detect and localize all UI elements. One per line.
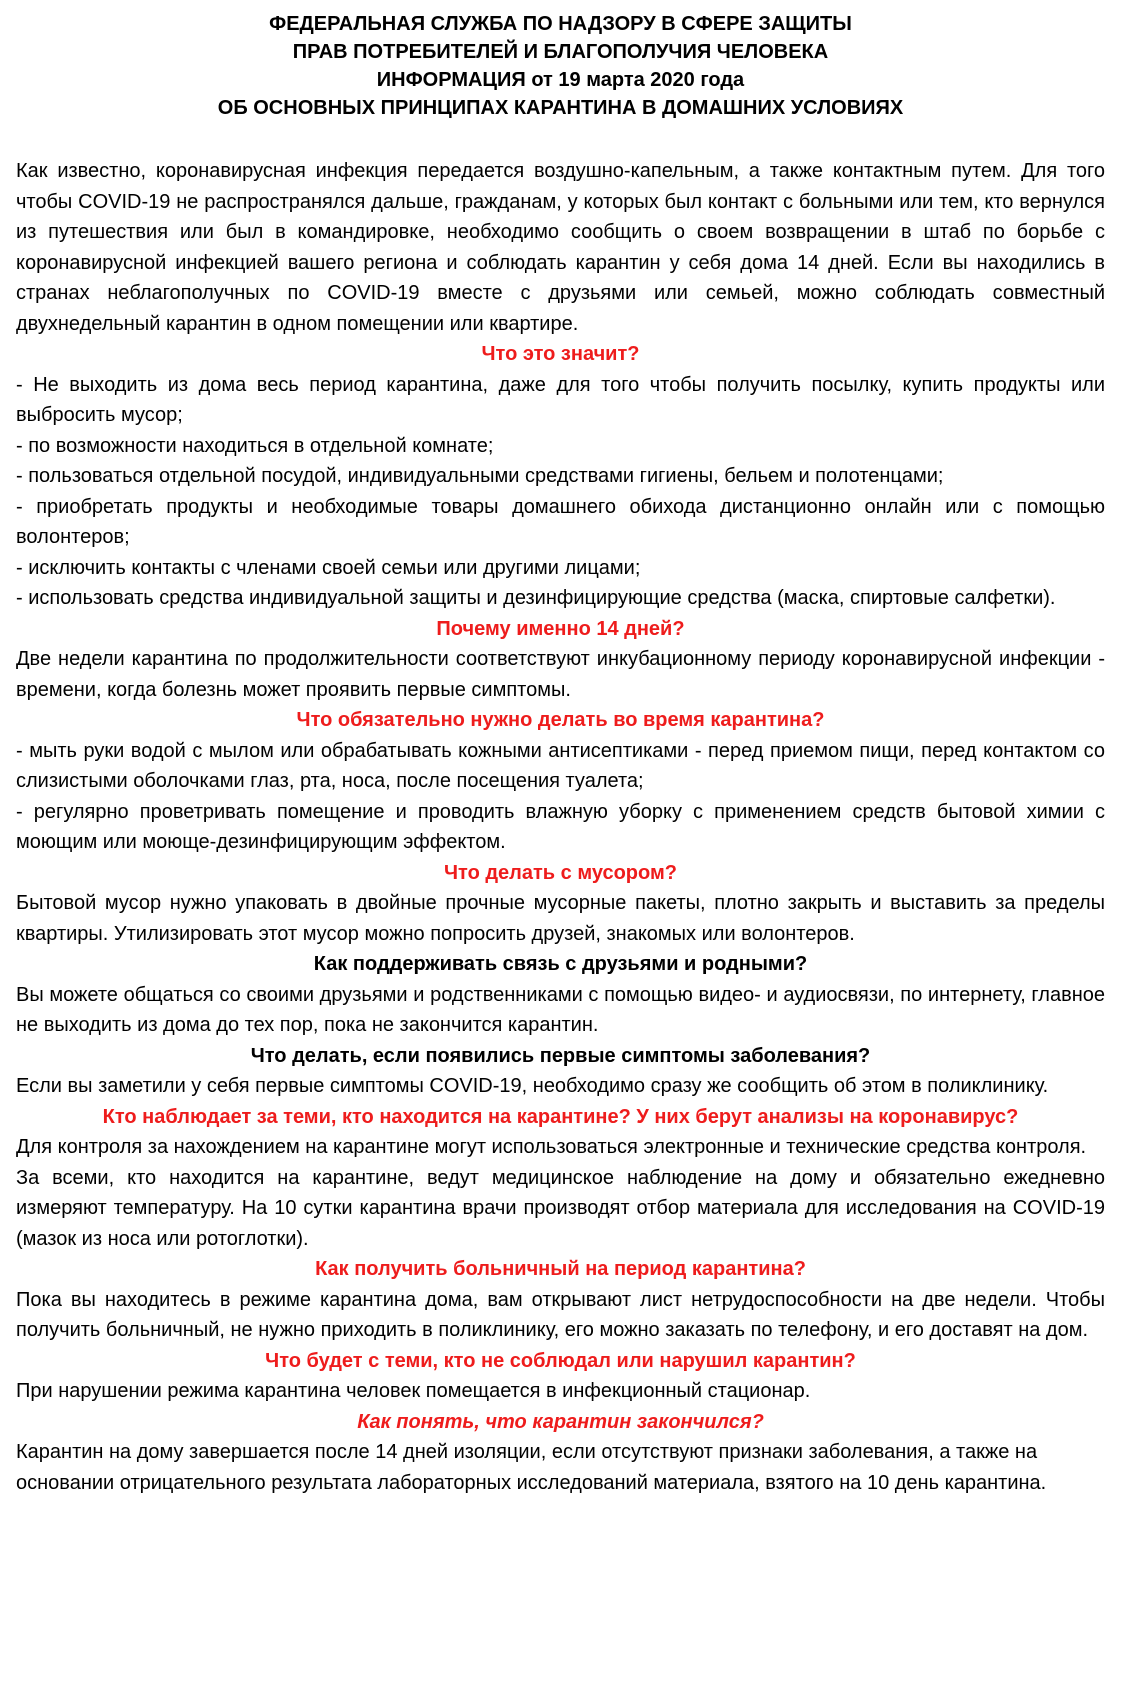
body-paragraph: - пользоваться отдельной посудой, индивидуальными средствами гигиены, бельем и полотенцами; <box>16 465 944 487</box>
body-paragraph: Пока вы находитесь в режиме карантина дома, вам открывают лист нетрудоспособности на две недели. Чтобы получить больничный, не нужно приходить в поликлинику, его можно заказать по телефону, и его доставят на дом. <box>16 1288 1105 1341</box>
document-body <box>16 156 1105 1498</box>
body-paragraph: Для контроля за нахождением на карантине могут использоваться электронные и технические средства контроля. <box>16 1136 1087 1158</box>
body-paragraph: Как известно, коронавирусная инфекция передается воздушно-капельным, а также контактным путем. Для того чтобы COVID-19 не распространялся дальше, гражданам, у которых был контакт с больными или тем, кто вернулся из путешествия или был в командировке, необходимо сообщить о своем возвращении в штаб по борьбе с коронавирусной инфекцией вашего региона и соблюдать карантин у себя дома 14 дней. Если вы находились в странах неблагополучных по COVID-19 вместе с друзьями или семьей, можно соблюдать совместный двухнедельный карантин в одном помещении или квартире. <box>16 160 1105 335</box>
body-paragraph: - использовать средства индивидуальной защиты и дезинфицирующие средства (маска, спиртовые салфетки). <box>16 587 1056 609</box>
body-paragraph: Карантин на дому завершается после 14 дней изоляции, если отсутствуют признаки заболевания, а также на основании отрицательного результата лабораторных исследований материала, взятого на 10 день карантина. <box>16 1441 1047 1494</box>
body-paragraph: Бытовой мусор нужно упаковать в двойные прочные мусорные пакеты, плотно закрыть и выставить за пределы квартиры. Утилизировать этот мусор можно попросить друзей, знакомых или волонтеров. <box>16 892 1105 945</box>
body-paragraph: Если вы заметили у себя первые симптомы COVID-19, необходимо сразу же сообщить об этом в поликлинику. <box>16 1075 1049 1097</box>
body-paragraph: Вы можете общаться со своими друзьями и родственниками с помощью видео- и аудиосвязи, по интернету, главное не выходить из дома до тех пор, пока не закончится карантин. <box>16 983 1105 1036</box>
body-paragraph: За всеми, кто находится на карантине, ведут медицинское наблюдение на дому и обязательно ежедневно измеряют температуру. На 10 сутки карантина врачи производят отбор материала для исследования на COVID-19 (мазок из носа или ротоглотки). <box>16 1166 1105 1250</box>
section-heading: Как поддерживать связь с друзьями и родными? <box>313 953 808 975</box>
section-heading: Что делать, если появились первые симптомы заболевания? <box>250 1044 871 1067</box>
body-paragraph: - регулярно проветривать помещение и проводить влажную уборку с применением средств бытовой химии с моющим или моюще-дезинфицирующим эффектом. <box>16 800 1105 853</box>
body-paragraph: - приобретать продукты и необходимые товары домашнего обихода дистанционно онлайн или с помощью волонтеров; <box>16 495 1105 548</box>
section-heading: Что обязательно нужно делать во время карантина? <box>296 709 825 731</box>
section-heading: Кто наблюдает за теми, кто находится на карантине? У них берут анализы на коронавирус? <box>102 1105 1019 1128</box>
section-heading: Что будет с теми, кто не соблюдал или нарушил карантин? <box>265 1349 856 1372</box>
body-paragraph: - мыть руки водой с мылом или обрабатывать кожными антисептиками - перед приемом пищи, перед контактом со слизистыми оболочками глаз, рта, носа, после посещения туалета; <box>16 739 1105 792</box>
body-paragraph: Две недели карантина по продолжительности соответствуют инкубационному периоду коронавирусной инфекции - времени, когда болезнь может проявить первые симптомы. <box>16 648 1105 701</box>
section-heading: Почему именно 14 дней? <box>436 617 685 640</box>
header-date-line: ИНФОРМАЦИЯ от 19 марта 2020 года <box>376 69 745 91</box>
section-heading: Как понять, что карантин закончился? <box>357 1410 764 1433</box>
section-heading: Что это значит? <box>481 343 640 365</box>
body-paragraph: - по возможности находиться в отдельной комнате; <box>16 434 494 457</box>
section-heading: Как получить больничный на период карантина? <box>315 1258 806 1280</box>
header-title-line: ОБ ОСНОВНЫХ ПРИНЦИПАХ КАРАНТИНА В ДОМАШНИХ УСЛОВИЯХ <box>217 97 904 119</box>
section-heading: Что делать с мусором? <box>443 861 677 884</box>
header-agency-line-2: ПРАВ ПОТРЕБИТЕЛЕЙ И БЛАГОПОЛУЧИЯ ЧЕЛОВЕКА <box>292 41 829 63</box>
document-header <box>16 10 1105 122</box>
body-paragraph: - исключить контакты с членами своей семьи или другими лицами; <box>16 556 641 579</box>
body-paragraph: - Не выходить из дома весь период карантина, даже для того чтобы получить посылку, купить продукты или выбросить мусор; <box>16 373 1105 426</box>
header-agency-line-1: ФЕДЕРАЛЬНАЯ СЛУЖБА ПО НАДЗОРУ В СФЕРЕ ЗАЩИТЫ <box>269 13 852 35</box>
body-paragraph: При нарушении режима карантина человек помещается в инфекционный стационар. <box>16 1380 811 1402</box>
